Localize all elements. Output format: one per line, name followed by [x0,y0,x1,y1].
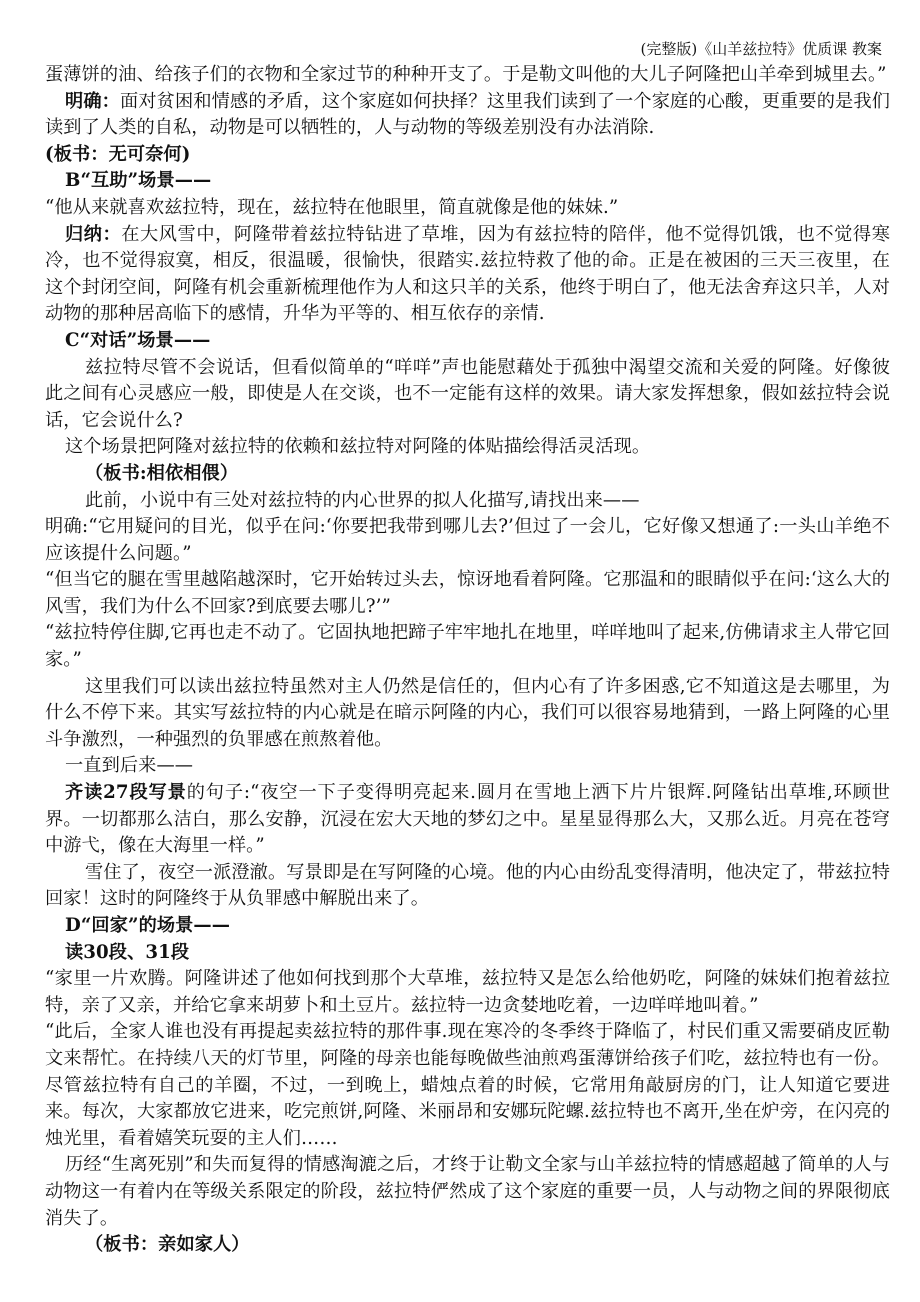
document-body [45,62,890,1259]
paragraph [45,89,890,142]
paragraph-text: (板书：无可奈何) [45,143,191,165]
paragraph [45,780,890,860]
paragraph [45,328,890,355]
paragraph [45,142,890,169]
paragraph [45,488,890,515]
paragraph-text: “家里一片欢腾。阿隆讲述了他如何找到那个大草堆，兹拉特又是怎么给他奶吃，阿隆的妹妹们抱着兹拉特，亲了又亲，并给它拿来胡萝卜和土豆片。兹拉特一边贪婪地吃着，一边咩咩地叫着。” [45,968,890,1016]
paragraph-text: 一直到后来—— [65,755,194,777]
page-header: (完整版)《山羊兹拉特》优质课 教案 [640,40,882,58]
paragraph-text: 明确:“它用疑问的目光，似乎在问:‘你要把我带到哪儿去?’但过了一会儿，它好像又想通了:一头山羊绝不应该提什么问题。” [45,516,890,564]
paragraph [45,567,890,620]
paragraph [45,913,890,940]
paragraph-text: “兹拉特停住脚,它再也走不动了。它固执地把蹄子牢牢地扎在地里，咩咩地叫了起来,仿佛请求主人带它回家。” [45,622,890,671]
paragraph-text: 的句子:“夜空一下子变得明亮起来.圆月在雪地上洒下片片银辉.阿隆钻出草堆,环顾世界。一切都那么洁白，那么安静，沉浸在宏大天地的梦幻之中。星星显得那么大，又那么近。月亮在苍穹中游弋，像在大海里一样。” [45,782,890,857]
paragraph [45,674,890,754]
paragraph [45,222,890,328]
paragraph-text: “他从来就喜欢兹拉特，现在，兹拉特在他眼里，简直就像是他的妹妹.” [45,196,619,218]
paragraph [45,514,890,567]
paragraph [45,355,890,435]
paragraph-text: “此后，全家人谁也没有再提起卖兹拉特的那件事.现在寒冷的冬季终于降临了，村民们重又需要硝皮匠勒文来帮忙。在持续八天的灯节里，阿隆的母亲也能每晚做些油煎鸡蛋薄饼给孩子们吃，兹拉特也有一份。尽管兹拉特有自己的羊圈，不过，一到晚上，蜡烛点着的时候，它常用角敲厨房的门，让人知道它要进来。每次，大家都放它进来，吃完煎饼,阿隆、米丽昂和安娜玩陀螺.兹拉特也不离开,坐在炉旁，在闪亮的烛光里，看着嬉笑玩耍的主人们…… [45,1021,890,1149]
paragraph [45,966,890,1019]
paragraph-text: “但当它的腿在雪里越陷越深时，它开始转过头去，惊讶地看着阿隆。它那温和的眼睛似乎在问:‘这么大的风雪，我们为什么不回家?到底要去哪儿?’” [45,569,890,617]
paragraph-text: 读30段、31段 [65,941,190,963]
paragraph [45,1232,890,1259]
paragraph-text: B“互助”场景—— [65,170,212,192]
paragraph [45,1019,890,1152]
paragraph-text: C“对话”场景—— [65,329,211,351]
paragraph [45,434,890,461]
paragraph [45,168,890,195]
paragraph [45,461,890,488]
paragraph-text: 雪住了，夜空一派澄澈。写景即是在写阿隆的心境。他的内心由纷乱变得清明，他决定了，带兹拉特回家！这时的阿隆终于从负罪感中解脱出来了。 [45,861,890,910]
paragraph-text: 兹拉特尽管不会说话，但看似简单的“咩咩”声也能慰藉处于孤独中渴望交流和关爱的阿隆。好像彼此之间有心灵感应一般，即使是人在交谈，也不一定能有这样的效果。请大家发挥想象，假如兹拉特会说话，它会说什么? [45,356,890,431]
paragraph-text: （板书:相依相偎） [85,462,239,484]
paragraph-text: （板书：亲如家人） [85,1234,250,1256]
bold-lead: 齐读27段写景 [65,782,187,804]
paragraph [45,620,890,673]
paragraph-text: 这里我们可以读出兹拉特虽然对主人仍然是信任的，但内心有了许多困惑,它不知道这是去哪里，为什么不停下来。其实写兹拉特的内心就是在暗示阿隆的内心，我们可以很容易地猜到，一路上阿隆的心里斗争激烈，一种强烈的负罪感在煎熬着他。 [45,675,890,750]
paragraph-text: 这个场景把阿隆对兹拉特的依赖和兹拉特对阿隆的体贴描绘得活灵活现。 [65,436,651,458]
bold-lead: 明确： [65,90,121,112]
bold-lead: 归纳： [65,223,122,245]
paragraph-text: D“回家”的场景—— [65,915,231,936]
paragraph [45,195,890,222]
paragraph-text: 在大风雪中，阿隆带着兹拉特钻进了草堆，因为有兹拉特的陪伴，他不觉得饥饿，也不觉得寒冷，也不觉得寂寞，相反，很温暖，很愉快，很踏实.兹拉特救了他的命。正是在被困的三天三夜里，在这个封闭空间，阿隆有机会重新梳理他作为人和这只羊的关系，他终于明白了，他无法舍弃这只羊，人对动物的那种居高临下的感情，升华为平等的、相互依存的亲情. [45,223,890,325]
paragraph-text: 面对贫困和情感的矛盾，这个家庭如何抉择？这里我们读到了一个家庭的心酸，更重要的是我们读到了人类的自私，动物是可以牺牲的，人与动物的等级差别没有办法消除. [45,90,890,139]
paragraph-text: 历经“生离死别”和失而复得的情感淘漉之后，才终于让勒文全家与山羊兹拉特的情感超越了简单的人与动物这一有着内在等级关系限定的阶段，兹拉特俨然成了这个家庭的重要一员，人与动物之间的界限彻底消失了。 [45,1154,890,1229]
paragraph [45,62,890,89]
paragraph [45,940,890,967]
paragraph [45,1152,890,1232]
paragraph-text: 此前，小说中有三处对兹拉特的内心世界的拟人化描写,请找出来—— [85,489,640,511]
paragraph [45,860,890,913]
paragraph [45,753,890,780]
paragraph-text: 蛋薄饼的油、给孩子们的衣物和全家过节的种种开支了。于是勒文叫他的大儿子阿隆把山羊牵到城里去。” [45,64,887,85]
